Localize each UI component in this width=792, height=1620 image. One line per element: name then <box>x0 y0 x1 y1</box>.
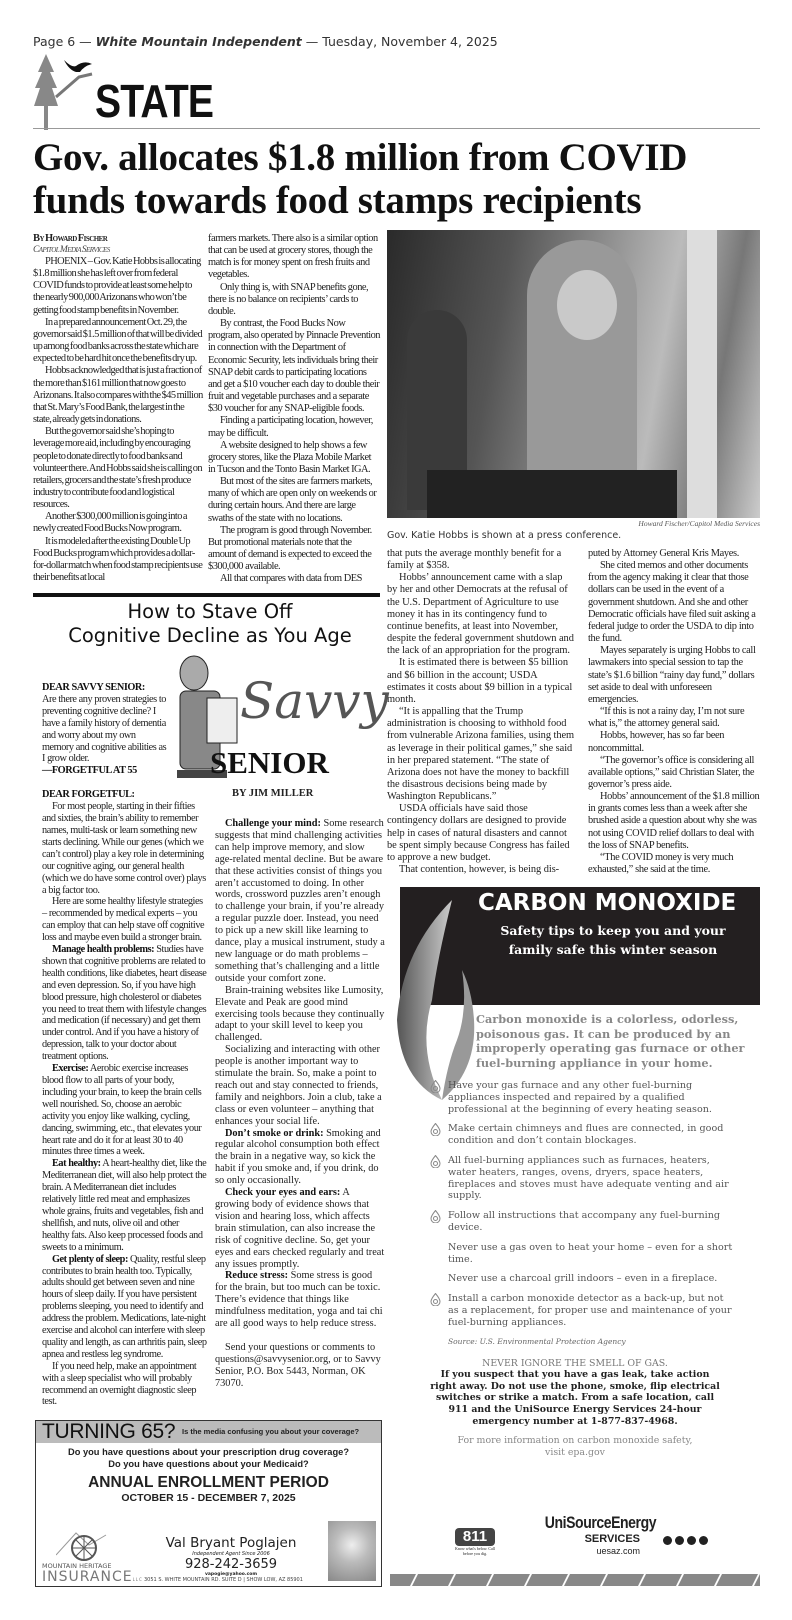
savvy-column-1 <box>42 682 207 1408</box>
agent-email[interactable]: vapogie@yahoo.com <box>204 1572 258 1577</box>
flame-drop-icon <box>430 1155 441 1168</box>
paragraph: Exercise: Aerobic exercise increases blood flow to all parts of your body, including your brain, to keep the brain cells well nourished. So, choose an aerobic activity you enjoy like walking, cycling, dancing, swimming, etc., that elevates your heart rate and do it for at least 30 to 40 minutes three times a week. <box>42 1063 202 1158</box>
agency: Capitol Media Services <box>33 245 110 255</box>
paragraph: If you need help, make an appointment with a sleep specialist who will probably recommend an overnight diagnostic sleep test. <box>42 1360 197 1408</box>
paragraph: USDA officials have said those contingency dollars are designed to provide help in cases of natural disasters and cannot be spent simply because Congress has failed to approve a new budget. <box>387 803 570 863</box>
savvy-senior-logo: Savvy SENIOR BY JIM MILLER <box>172 654 387 812</box>
paragraph-lead: Exercise: <box>52 1063 89 1075</box>
paragraph: “The governor’s office is considering all available options,” said Christian Slater, the governor’s press aide. <box>588 754 755 790</box>
tree-mountain-eagle-logo <box>34 52 94 132</box>
article-column-4 <box>588 548 760 876</box>
article-column-1 <box>33 233 203 584</box>
issue-date: Tuesday, November 4, 2025 <box>322 34 498 49</box>
agent-address: 3051 S. WHITE MOUNTAIN RD. SUITE D | SHOW LOW, AZ 85901 <box>144 1577 303 1583</box>
paragraph: Socializing and interacting with other people is another important way to stimulate the brain. So, make a point to reach out and stay connected to friends, family and neighbors. Join a club, take a class or even volunteer – anything that enhances your social life. <box>215 1044 382 1127</box>
press-conference-photo <box>387 230 760 518</box>
x-icon[interactable] <box>675 1536 684 1545</box>
instagram-icon[interactable] <box>687 1536 696 1545</box>
paragraph: Hobbs’ announcement of the $1.8 million in grants comes less than a week after she brushed aside a question about why she was not using COVID relief dollars to deal with the loss of SNAP benefits. <box>588 791 760 851</box>
co-intro: Carbon monoxide is a colorless, odorless, poisonous gas. It can be produced by an improperly operating gas furnace or other fuel-burning appliance in your home. <box>476 1012 745 1070</box>
co-tip: Have your gas furnace and any other fuel-burning appliances inspected and repaired by a qualified professional at the beginning of every heating season. <box>430 1080 735 1115</box>
paragraph: It is modeled after the existing Double Up Food Bucks program which provides a dollar-for-dollar match when food stamp recipients use their benefits at local <box>33 535 203 584</box>
ad-headline: TURNING 65? <box>42 1420 176 1443</box>
flame-drop-icon <box>430 1293 441 1306</box>
co-tip: Install a carbon monoxide detector as a back-up, but not as a replacement, for proper use and maintenance of your fuel-burning appliances. <box>430 1293 735 1328</box>
flame-drop-icon <box>430 1210 441 1223</box>
wagon-wheel-icon <box>56 1529 111 1561</box>
agent-phone[interactable]: 928-242-3659 <box>184 1557 278 1572</box>
gas-warning: NEVER IGNORE THE SMELL OF GAS. If you suspect that you have a gas leak, take action right away. Do not use the phone, smoke, flip electrical switches or strike a match. From a safe location, call 911 and the UniSource Energy Services 24-hour emergency number at 1-877-837-4968. For more information on carbon monoxide safety, visit epa.gov <box>430 1357 720 1458</box>
savvy-column-2 <box>215 818 385 1390</box>
photo-credit: Howard Fischer/Capitol Media Services <box>638 519 760 528</box>
paragraph: Hobbs acknowledged that is just a fraction of the more than $161 million that now goes to Arizonans. It also compares with the $45 million that St. Mary’s Food Bank, the largest in the state, already gets in donations. <box>33 365 203 426</box>
paragraph: Reduce stress: Some stress is good for the brain, but too much can be toxic. There’s evidence that things like mindfulness meditation, yoga and tai chi are all good ways to help reduce stress. <box>215 1270 383 1330</box>
paragraph: She cited memos and other documents from the agency making it clear that those dollars can be used in the event of a government shutdown. And she and other Democratic officials have filed suit asking a federal judge to order the USDA to dip into the fund. <box>588 560 756 645</box>
contact-info: Send your questions or comments to questions@savvysenior.org, or to Savvy Senior, P.O. Box 5443, Norman, OK 73070. <box>215 1341 381 1389</box>
paragraph: Another $300,000 million is going into a newly created Food Bucks Now program. <box>33 511 187 535</box>
brand-url: uesaz.com <box>596 1546 640 1556</box>
divider <box>33 128 760 129</box>
section-divider <box>33 593 380 597</box>
co-tip: Follow all instructions that accompany any fuel-burning device. <box>430 1210 735 1234</box>
paragraph: Get plenty of sleep: Quality, restful sleep contributes to brain health too. Typically, adults should get between seven and nine hours of sleep daily. If you have persistent problems sleeping, you need to identify and address the problem. Medications, late-night exercise and alcohol can interfere with sleep quality and length, as can arthritis pain, sleep apnea and restless leg syndrome. <box>42 1253 207 1360</box>
co-tip: Never use a charcoal grill indoors – even in a fireplace. <box>448 1273 718 1285</box>
co-tip: Make certain chimneys and flues are connected, in good condition and don’t contain blockages. <box>430 1123 735 1147</box>
question-heading: DEAR SAVVY SENIOR: <box>42 682 145 693</box>
co-tips-list <box>430 1080 735 1346</box>
paragraph: Check your eyes and ears: A growing body of evidence shows that vision and hearing loss, which affects brain stimulation, can also increase the risk of cognitive decline. So, get your eyes and ears checked regularly and treat any issues promptly. <box>215 1187 385 1270</box>
paragraph-lead: Eat healthy: <box>52 1158 101 1170</box>
social-icons <box>663 1536 708 1545</box>
paragraph: But the governor said she’s hoping to leverage more aid, including by encouraging people to donate directly to food banks and volunteer there. And Hobbs said she is calling on retailers, grocers and the state’s fresh produce industry to contribute food and logistical resources. <box>33 426 203 511</box>
paragraph: In a prepared announcement Oct. 29, the governor said $1.5 million of that will be divided up among food banks across the state which are expected to be hard hit once the benefits dry up. <box>33 316 203 365</box>
co-title: CARBON MONOXIDE <box>478 890 737 916</box>
paragraph: “It is appalling that the Trump administration is choosing to withhold food from vulnerable Arizona families, using them as leverage in their political games,” she said in her prepared statement. “The state of Arizona does not have the money to backfill the disastrous decisions being made by Washington Republicans.” <box>387 706 575 803</box>
paragraph: That contention, however, is being dis- <box>399 864 560 876</box>
paragraph-lead: Reduce stress: <box>225 1270 289 1282</box>
flame-drop-icon <box>430 1123 441 1136</box>
youtube-icon[interactable] <box>699 1536 708 1545</box>
paragraph-lead: Challenge your mind: <box>225 818 321 829</box>
agent-photo <box>328 1521 376 1581</box>
article-column-3 <box>387 548 575 876</box>
paragraph: “The COVID money is very much exhausted,” she said at the time. <box>588 851 734 876</box>
decorative-stripe <box>390 1574 760 1586</box>
answer-heading: DEAR FORGETFUL: <box>42 789 135 801</box>
paragraph: The program is good through November. But promotional materials note that the amount of demand is expected to exceed the $300,000 available. <box>208 524 372 573</box>
paragraph-lead: Get plenty of sleep: <box>52 1253 128 1265</box>
paragraph-lead: Don’t smoke or drink: <box>225 1127 324 1139</box>
paragraph: For most people, starting in their fifties and sixties, the brain’s ability to remember names, multi-task or learn something new starts declining. While our genes (which we can’t control) play a key role in determining our cognitive aging, our general health (which we do have some control over) plays a big factor too. <box>42 801 206 896</box>
agent-name: Val Bryant Poglajen <box>165 1535 297 1551</box>
paragraph: Brain-training websites like Lumosity, Elevate and Peak are good mind exercising tools because they continually adapt to your skill level to keep you challenged. <box>215 984 385 1044</box>
paragraph: Here are some healthy lifestyle strategies – recommended by medical experts – you can employ that can help stave off cognitive loss and maybe even build a stronger brain. <box>42 896 205 944</box>
enrollment-dates: OCTOBER 15 - DECEMBER 7, 2025 <box>121 1492 296 1504</box>
paragraph: Hobbs’ announcement came with a slap by her and other Democrats at the refusal of the U.S. Department of Agriculture to use money it has in its contingency fund to continue benefits, at least into November, despite the federal government shutdown and the lack of an appropriation for the program. <box>387 572 574 657</box>
paragraph: Mayes separately is urging Hobbs to call lawmakers into special session to tap the state’s $1.6 billion “rainy day fund,” dollars set aside to deal with unforeseen emergencies. <box>588 645 756 705</box>
savvy-title: How to Stave Off Cognitive Decline as You Age <box>68 600 352 647</box>
co-body <box>430 1012 750 1458</box>
question-text: Are there any proven strategies to preventing cognitive decline? I have a family history of dementia and worry about my own memory and cognitive abilities as I grow older. <box>42 693 167 765</box>
flame-drop-icon <box>430 1080 441 1093</box>
paragraph: Hobbs, however, has so far been noncommittal. <box>588 730 725 754</box>
paragraph: Manage health problems: Studies have shown that cognitive problems are related to health conditions, like diabetes, heart disease and even depression. So, if you have high blood pressure, high cholesterol or diabetes you need to treat them with lifestyle changes and medication (if necessary) and get them under control. And if you have a history of depression, talk to your doctor about treatment options. <box>42 944 207 1063</box>
question-signoff: —FORGETFUL AT 55 <box>42 765 137 777</box>
paragraph: A website designed to help shows a few grocery stores, like the Plaza Mobile Market in Tucson and the Tonto Basin Market IGA. <box>208 439 371 475</box>
savvy-byline: BY JIM MILLER <box>232 788 314 799</box>
co-source: Source: U.S. Environmental Protection Agency <box>448 1336 626 1346</box>
paragraph: Eat healthy: A heart-healthy diet, like the Mediterranean diet, will also help protect the brain. A Mediterranean diet includes relatively little red meat and emphasizes whole grains, fruits and vegetables, fish and shellfish, and nuts, olive oil and other healthy fats. Also keep processed foods and sweets to a minimum. <box>42 1158 207 1253</box>
section-title: STATE <box>95 75 214 127</box>
paragraph: “If this is not a rainy day, I’m not sure what is,” the attorney general said. <box>588 706 745 730</box>
paragraph: puted by Attorney General Kris Mayes. <box>588 548 739 559</box>
paragraph: By contrast, the Food Bucks Now program, also operated by Pinnacle Prevention in connection with the Department of Economic Security, lets individuals bring their SNAP debit cards to participating locations and get a $10 voucher each day to double their fruit and vegetable purchases and a separate $30 voucher for any SNAP-eligible foods. <box>208 318 380 415</box>
co-subtitle: Safety tips to keep you and your family safe this winter season <box>500 923 726 957</box>
more-info: For more information on carbon monoxide safety, visit epa.gov <box>457 1435 693 1458</box>
ad-tagline: Is the media confusing you about your coverage? <box>182 1427 360 1436</box>
paragraph: Don’t smoke or drink: Smoking and regular alcohol consumption both effect the brain in a negative way, so kick the habit if you smoke and, if you drink, do so only occasionally. <box>215 1127 381 1187</box>
811-logo: 811 Know what's below. Call before you dig. <box>455 1528 496 1556</box>
paragraph: It is estimated there is between $5 billion and $6 billion in the account; USDA estimates it costs about $9 billion in a typical month. <box>387 657 573 705</box>
newspaper-name: White Mountain Independent <box>95 34 302 49</box>
paragraph: Only thing is, with SNAP benefits gone, there is no balance on recipients’ cards to double. <box>208 281 369 317</box>
paragraph-lead: Manage health problems: <box>52 944 155 956</box>
photo-caption: Gov. Katie Hobbs is shown at a press conference. <box>387 530 622 541</box>
co-tip: Never use a gas oven to heat your home – even for a short time. <box>448 1241 733 1265</box>
headline: Gov. allocates $1.8 million from COVID funds towards food stamps recipients <box>33 136 688 222</box>
facebook-icon[interactable] <box>663 1536 672 1545</box>
paragraph: Finding a participating location, however, may be difficult. <box>208 415 373 439</box>
paragraph: Challenge your mind: Some research suggests that mind challenging activities can help improve memory, and slow age-related mental decline. But be aware that these activities consist of things you aren’t accustomed to doing. In other words, crossword puzzles aren’t enough to challenge your brain, if you’re already a regular puzzle doer. Instead, you need to pick up a new skill like learning to dance, play a musical instrument, study a new language or do math problems – something that’s challenging and a little outside your comfort zone. <box>215 818 385 984</box>
paragraph-lead: Check your eyes and ears: <box>225 1187 341 1199</box>
paragraph: But most of the sites are farmers markets, many of which are open only on weekends or during certain hours. And there are large swaths of the state with no locations. <box>208 476 377 524</box>
page-folio: Page 6 — White Mountain Independent — Tuesday, November 4, 2025 <box>33 34 498 49</box>
byline: By Howard Fischer <box>33 233 108 244</box>
paragraph: All that compares with data from DES <box>220 573 362 585</box>
enrollment-period: ANNUAL ENROLLMENT PERIOD <box>88 1474 329 1491</box>
unisource-logo: UniSourceEnergy SERVICES uesaz.com <box>528 1514 640 1557</box>
paragraph: that puts the average monthly benefit for a family at $358. <box>387 548 562 572</box>
paragraph: PHOENIX – Gov. Katie Hobbs is allocating $1.8 million she has left over from federal COVID funds to provide at least some help to the nearly 900,000 Arizonans who won’t be getting food stamp benefits in November. <box>33 256 201 316</box>
paragraph: farmers markets. There also is a similar option that can be used at grocery stores, though the match is for money spent on fresh fruits and vegetables. <box>208 233 378 281</box>
co-tip: All fuel-burning appliances such as furnaces, heaters, water heaters, ranges, ovens, dryers, space heaters, fireplaces and stoves must have adequate venting and air supply. <box>430 1155 735 1202</box>
article-column-2 <box>208 233 380 586</box>
insurance-ad: TURNING 65? Is the media confusing you about your coverage? Do you have questions about your prescription drug coverage? Do you have questions about your Medicaid? ANNUAL ENROLLMENT PERIOD OCTOBER 15 - DECEMBER 7, 2025 MOUNTAIN HERITAGE INSURANCELLC Val Bryant Poglajen Independent Agent Since 2006 928-242-3659 vapogie@yahoo.com 3051 S. WHITE MOUNTAIN RD. SUITE D | SHOW LOW, AZ 85901 <box>35 1420 382 1587</box>
